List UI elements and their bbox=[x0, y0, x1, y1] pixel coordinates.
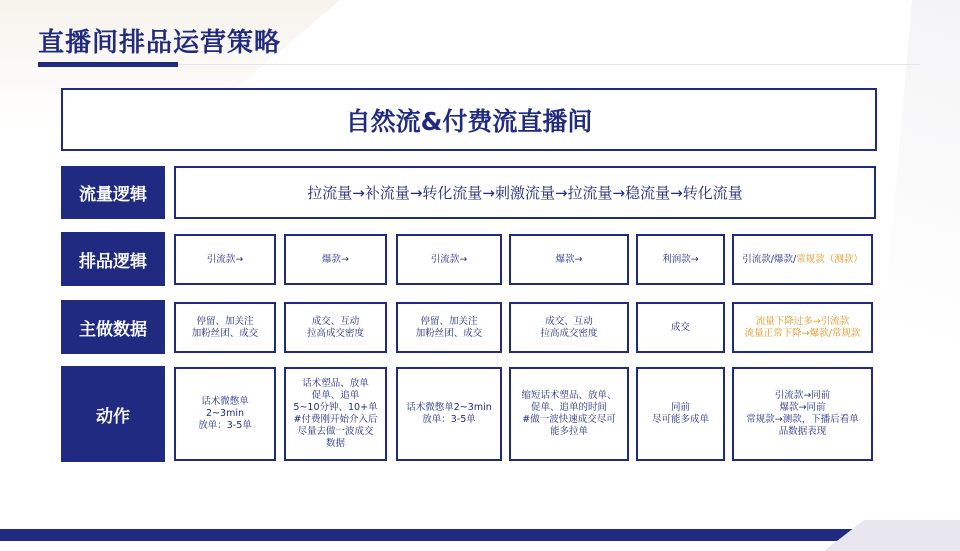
key-data-cell: 成交、互动 拉高成交密度 bbox=[509, 302, 629, 353]
title-underline bbox=[38, 62, 178, 67]
product-logic-cell: 利润款→ bbox=[636, 234, 725, 285]
product-logic-cell: 爆款→ bbox=[284, 234, 387, 285]
key-data-cell-last: 流量下降过多→引流款 流量正常下降→爆款/常规款 bbox=[732, 302, 873, 353]
product-logic-cell: 爆款→ bbox=[509, 234, 629, 285]
product-logic-cell: 引流款→ bbox=[174, 234, 276, 285]
row-label-product-logic: 排品逻辑 bbox=[61, 232, 165, 286]
row-label-key-data: 主做数据 bbox=[61, 300, 165, 354]
action-cell: 同前 尽可能多成单 bbox=[636, 367, 725, 461]
product-logic-highlight: 常规款（测款） bbox=[796, 253, 863, 265]
flow-logic-box bbox=[174, 166, 876, 219]
key-data-cell: 成交 bbox=[636, 302, 725, 353]
action-cell: 话术微憋单 2~3min 放单：3-5单 bbox=[174, 367, 276, 461]
flow-logic-text: 拉流量→补流量→转化流量→刺激流量→拉流量→稳流量→转化流量 bbox=[307, 184, 743, 202]
page-title: 直播间排品运营策略 bbox=[38, 28, 282, 58]
product-logic-cell: 引流款→ bbox=[396, 234, 502, 285]
row-label-flow-logic: 流量逻辑 bbox=[61, 166, 165, 219]
product-logic-prefix: 引流款/爆款/ bbox=[742, 253, 797, 265]
title-divider bbox=[178, 64, 920, 65]
key-data-cell: 停留、加关注 加粉丝团、成交 bbox=[174, 302, 276, 353]
banner-text: 自然流&付费流直播间 bbox=[345, 106, 593, 136]
banner-box bbox=[61, 88, 877, 151]
action-cell: 引流款→同前 爆款→同前 常规款→测款，下播后看单 品数据表现 bbox=[732, 367, 873, 461]
action-cell: 话术塑品、放单 促单、追单 5~10分钟、10+单 #付费刚开始介入后 尽量去做一波成交 数据 bbox=[284, 367, 387, 461]
action-cell: 缩短话术塑品、放单、 促单、追单的时间 #做一波快速成交尽可 能多拉单 bbox=[509, 367, 629, 461]
row-label-action: 动作 bbox=[61, 366, 165, 462]
key-data-cell: 成交、互动 拉高成交密度 bbox=[284, 302, 387, 353]
footer-band bbox=[0, 529, 960, 541]
action-cell: 话术微憋单2~3min 放单：3-5单 bbox=[396, 367, 502, 461]
product-logic-cell-last bbox=[732, 234, 873, 285]
key-data-cell: 停留、加关注 加粉丝团、成交 bbox=[396, 302, 502, 353]
